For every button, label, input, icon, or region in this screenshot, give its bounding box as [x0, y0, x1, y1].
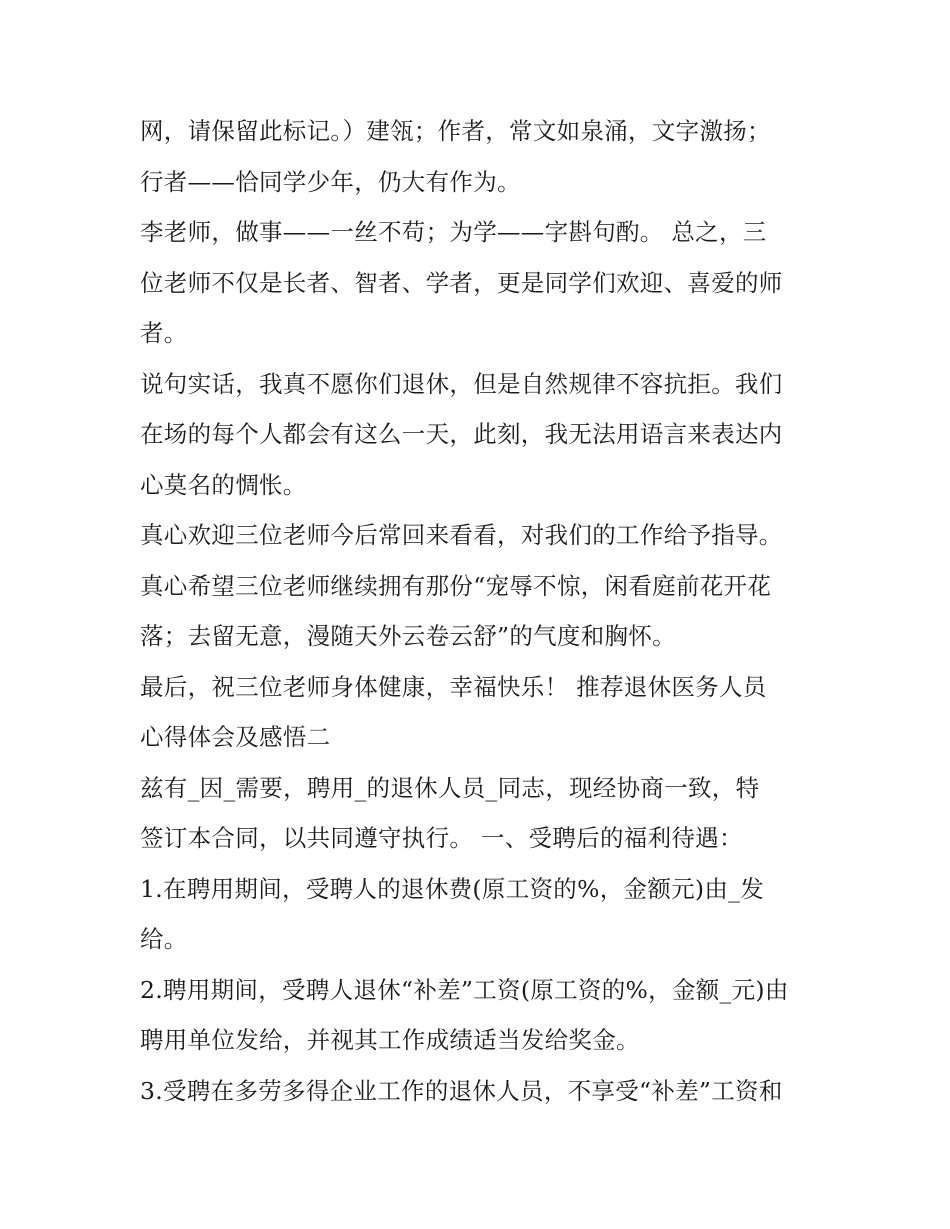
text-line: 签订本合同，以共同遵守执行。 一、受聘后的福利待遇： [140, 824, 743, 852]
text-line: 真心欢迎三位老师今后常回来看看，对我们的工作给予指导。 [140, 521, 783, 549]
document-body [140, 106, 820, 1116]
text-line: 李老师，做事——一丝不苟；为学——字斟句酌。 总之，三 [140, 218, 767, 246]
text-line: 真心希望三位老师继续拥有那份“宠辱不惊，闲看庭前花开花 [140, 571, 772, 600]
list-item: 1.在聘用期间，受聘人的退休费(原工资的%，金额元)由_发 [140, 874, 765, 903]
text-line: 说句实话，我真不愿你们退休，但是自然规律不容抗拒。我们 [140, 369, 783, 398]
text-line: 落；去留无意，漫随天外云卷云舒”的气度和胸怀。 [140, 622, 676, 650]
text-line: 行者——恰同学少年，仍大有作为。 [140, 167, 521, 196]
list-item: 3.受聘在多劳多得企业工作的退休人员，不享受“补差”工资和 [140, 1076, 783, 1105]
list-item: 2.聘用期间，受聘人退休“补差”工资(原工资的%，金额_元)由 [140, 975, 789, 1004]
text-line: 者。 [140, 319, 188, 347]
text-line: 位老师不仅是长者、智者、学者，更是同学们欢迎、喜爱的师 [140, 268, 783, 297]
text-line: 心莫名的惆怅。 [140, 470, 307, 499]
text-line: 最后，祝三位老师身体健康，幸福快乐！ 推荐退休医务人员 [140, 672, 767, 701]
text-line: 兹有_因_需要，聘用_的退休人员_同志，现经协商一致，特 [140, 773, 760, 802]
text-line: 在场的每个人都会有这么一天，此刻，我无法用语言来表达内 [140, 420, 783, 448]
text-line: 聘用单位发给，并视其工作成绩适当发给奖金。 [140, 1026, 640, 1054]
text-line: 网，请保留此标记。）建瓴；作者，常文如泉涌，文字激扬； [140, 117, 771, 145]
section-heading: 心得体会及感悟二 [140, 723, 331, 751]
text-line: 给。 [140, 925, 188, 953]
